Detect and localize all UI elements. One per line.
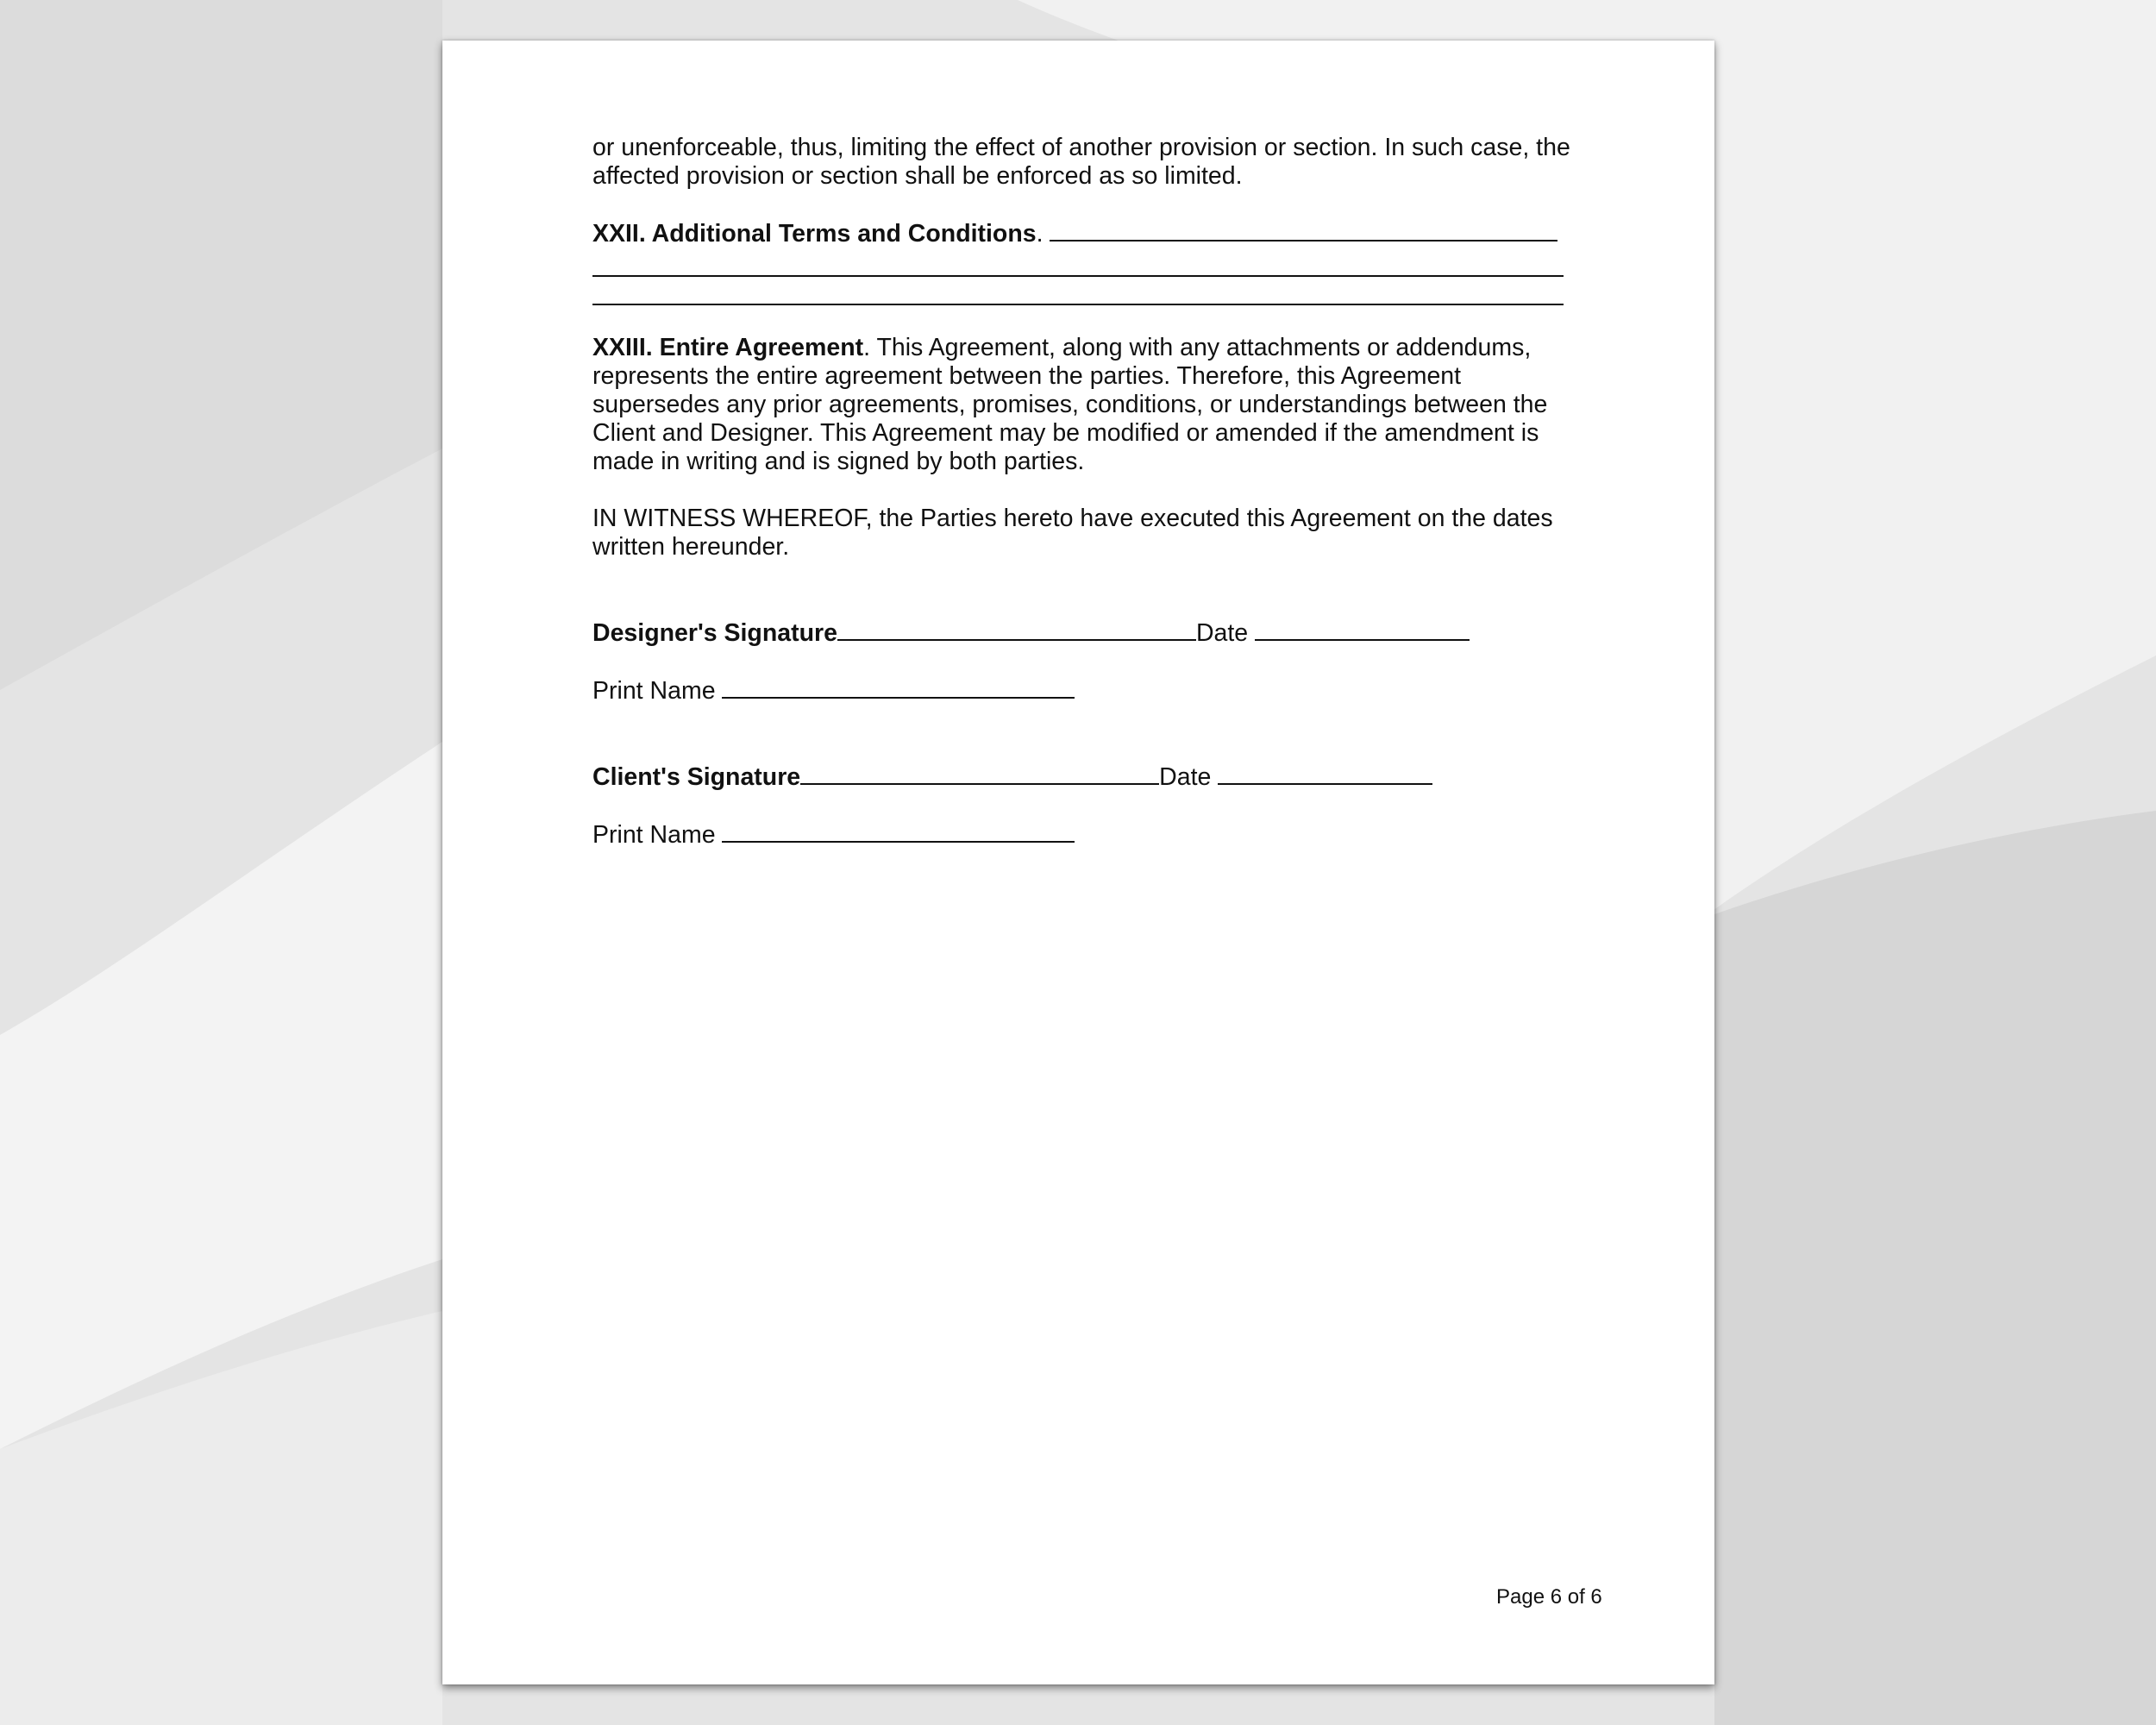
intro-paragraph: or unenforceable, thus, limiting the effect of another provision or section. In such case, the affected provision or section shall be enforced as so limited. bbox=[592, 134, 1570, 190]
designer-date-label: Date bbox=[1195, 619, 1249, 647]
client-date-label: Date bbox=[1159, 763, 1212, 791]
designer-signature-row bbox=[592, 618, 1576, 648]
section-xxii-heading-punct: . bbox=[1036, 220, 1044, 248]
additional-terms-field-line-2[interactable] bbox=[592, 248, 1564, 277]
client-date-field[interactable] bbox=[1218, 762, 1432, 785]
section-xxiii-body: . This Agreement, along with any attachments or addendums, represents the entire agreement between the parties. Therefore, this Agreement supersedes any prior agreements, promises, conditions, or understandings between the Client and Designer. This Agreement may be modified or amended if the amendment is made in writing and is signed by both parties. bbox=[592, 334, 1548, 475]
witness-paragraph: IN WITNESS WHEREOF, the Parties hereto have executed this Agreement on the dates written hereunder. bbox=[592, 505, 1553, 561]
section-xxii-heading: XXII. Additional Terms and Conditions bbox=[592, 220, 1037, 248]
designer-print-name-label: Print Name bbox=[592, 677, 716, 705]
client-signature-row bbox=[592, 762, 1576, 792]
additional-terms-field-line-3[interactable] bbox=[592, 277, 1564, 305]
page-number: Page 6 of 6 bbox=[1496, 1585, 1602, 1609]
designer-print-name-row bbox=[592, 676, 1576, 706]
client-print-name-row bbox=[592, 820, 1576, 850]
section-xxii-additional-terms bbox=[592, 219, 1576, 248]
client-print-name-label: Print Name bbox=[592, 821, 716, 849]
designer-signature-label: Designer's Signature bbox=[592, 619, 837, 647]
document-page bbox=[442, 41, 1714, 1684]
client-signature-field[interactable] bbox=[800, 762, 1159, 785]
designer-print-name-field[interactable] bbox=[722, 676, 1075, 699]
section-xxiii-heading: XXIII. Entire Agreement bbox=[592, 334, 864, 361]
section-xxiii-entire-agreement bbox=[592, 334, 1576, 476]
page-content bbox=[592, 134, 1576, 850]
client-signature-label: Client's Signature bbox=[592, 763, 801, 791]
designer-signature-field[interactable] bbox=[837, 618, 1196, 641]
designer-date-field[interactable] bbox=[1255, 618, 1470, 641]
additional-terms-field-line-1[interactable] bbox=[1050, 219, 1557, 242]
client-print-name-field[interactable] bbox=[722, 820, 1075, 843]
